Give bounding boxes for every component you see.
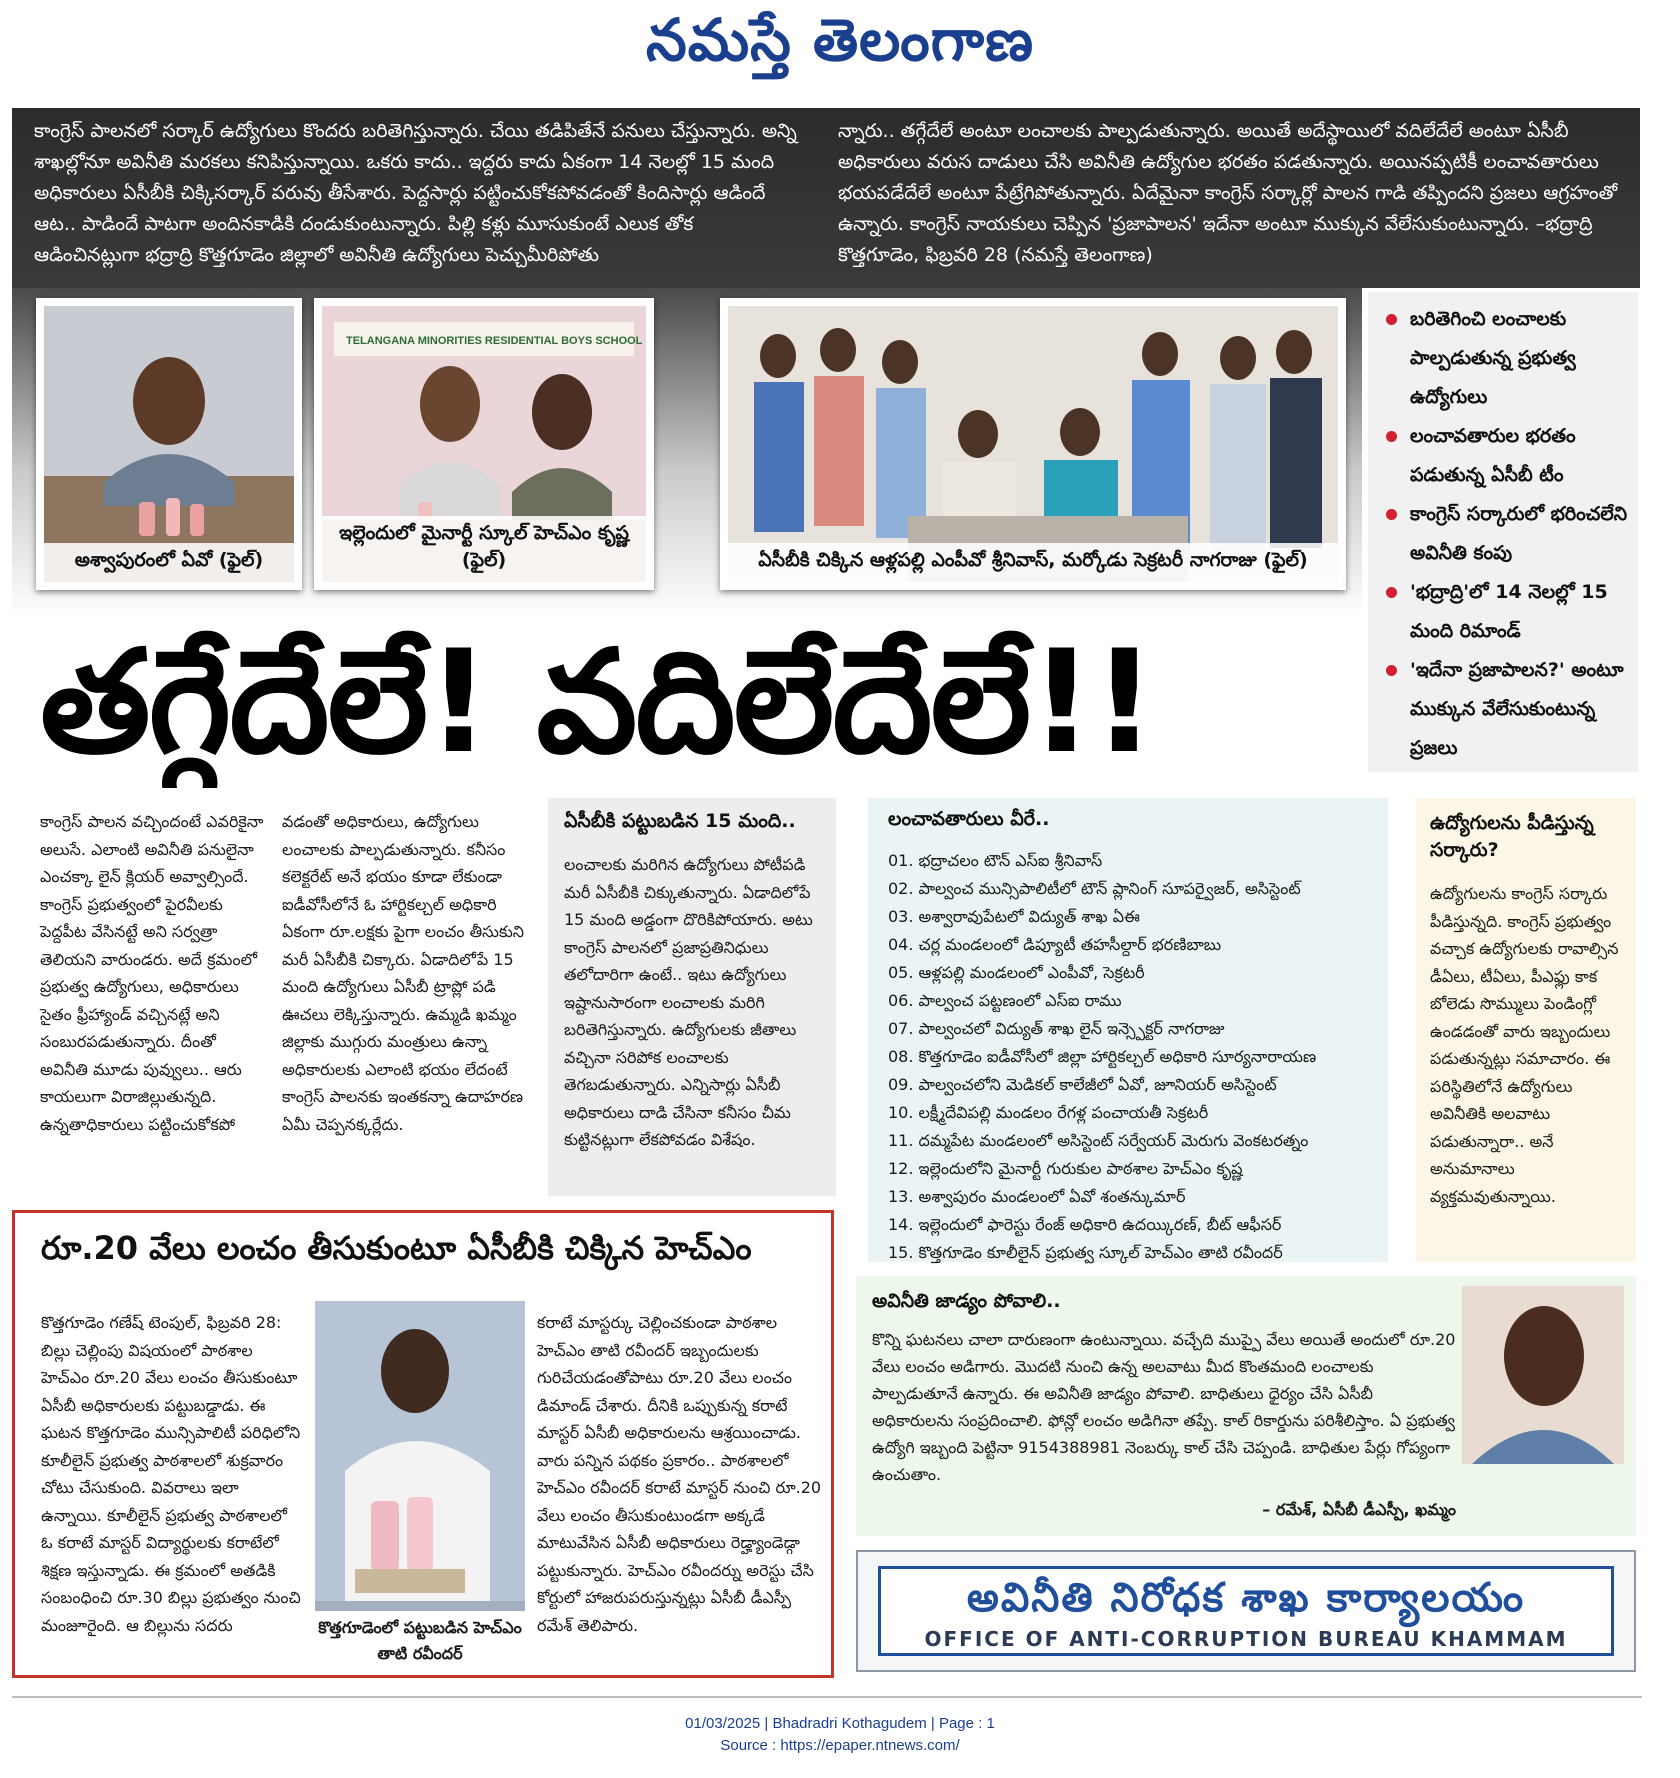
photo-hm-krishna — [314, 298, 654, 590]
list-item: 07. పాల్వంచలో విద్యుత్ శాఖ లైన్ ఇన్స్పెక్టర్ నాగరాజు — [888, 1019, 1225, 1038]
list-item: 09. పాల్వంచలోని మెడికల్ కాలేజీలో ఏవో, జూనియర్ అసిస్టెంట్ — [888, 1075, 1277, 1094]
acb-office-sign — [856, 1550, 1636, 1672]
school-sign-text: TELANGANA MINORITIES RESIDENTIAL BOYS SCHOOL — [346, 335, 643, 347]
footer-source: Source : https://epaper.ntnews.com/ — [720, 1737, 960, 1754]
bribe-officials-list — [868, 798, 1388, 1262]
list-title: లంచావతారులు వీరే.. — [888, 808, 1050, 830]
officer-photo-illustration — [44, 306, 294, 582]
newspaper-logo: నమస్తే తెలంగాణ — [646, 6, 1034, 74]
sign-telugu: అవినీతి నిరోధక శాఖ కార్యాలయం — [966, 1575, 1526, 1621]
photo-caption: ఏసీబీకి చిక్కిన ఆళ్లపల్లి ఎంపీవో శ్రీనివాస్, మర్కోడు సెక్రటరీ నాగరాజు (ఫైల్) — [728, 543, 1338, 582]
hm-photo-illustration — [315, 1301, 525, 1601]
story-photo-caption: కొత్తగూడెంలో పట్టుబడిన హెచ్ఎం తాటి రవీందర్ — [315, 1611, 525, 1671]
footer-date-page: 01/03/2025 | Bhadradri Kothagudem | Page : 1 — [685, 1715, 995, 1732]
story-column-1: కొత్తగూడెం గణేష్ టెంపుల్, ఫిబ్రవరి 28: బిల్లు చెల్లింపు విషయంలో పాఠశాల హెచ్ఎం రూ.20 వేలు లంచం తీసుకుంటూ ఏసీబీ అధికారులకు పట్టుబడ్డాడు. ఈ ఘటన కొత్తగూడెం మున్సిపాలిటీ పరిధిలోని కూలీలైన్ ప్రభుత్వ పాఠశాలలో శుక్రవారం చోటు చేసుకుంది. వివరాలు ఇలా ఉన్నాయి. కూలీలైన్ ప్రభుత్వ పాఠశాలలో ఓ కరాటే మాస్టర్ విద్యార్థులకు కరాటేలో శిక్షణ ఇస్తున్నాడు. ఈ క్రమంలో అతడికి సంబంధించి రూ.30 బిల్లు ప్రభుత్వం నుంచి మంజూరైంది. ఆ బిల్లును సదరు — [41, 1313, 301, 1635]
intro-text-right: న్నారు.. తగ్గేదేలే అంటూ లంచాలకు పాల్పడుతున్నారు. అయితే అదేస్థాయిలో వదిలేదేలే అంటూ ఏసీబీ అధికారులు వరుస దాడులు చేసి అవినీతి ఉద్యోగుల భరతం పడతున్నారు. అయినప్పటికీ లంచావతారులు భయపడేదేలే అంటూ పేట్రేగిపోతున్నారు. ఏదేమైనా కాంగ్రెస్ సర్కార్లో పాలన గాడి తప్పిందని ప్రజలు ఆగ్రహంతో ఉన్నారు. కాంగ్రెస్ నాయకులు చెప్పిన 'ప్రజాపాలన' ఇదేనా అంటూ ముక్కున వేలేసుకుంటున్నారు. –భద్రాద్రి కొత్తగూడెం, ఫిబ్రవరి 28 (నమస్తే తెలంగాణ) — [838, 120, 1618, 266]
hm-bribe-story — [12, 1210, 834, 1678]
highlight-item: 'భద్రాద్రి'లో 14 నెలల్లో 15 మంది రిమాండ్ — [1384, 573, 1628, 651]
list-item: 04. చర్ల మండలంలో డిప్యూటీ తహసీల్దార్ భరణిబాబు — [888, 935, 1222, 954]
masthead — [0, 0, 1680, 100]
story-column-2: కరాటే మాస్టర్కు చెల్లించకుండా పాఠశాల హెచ్ఎం తాటి రవీందర్ ఇబ్బందులకు గురిచేయడంతోపాటు రూ.20 వేలు లంచం డిమాండ్ చేశారు. దీనికి ఒప్పుకున్న కరాటే మాస్టర్ ఏసీబీ అధికారులను ఆశ్రయించాడు. వారు పన్నిన పథకం ప్రకారం.. పాఠశాలలో హెచ్ఎం రవీందర్ కరాటే మాస్టర్ నుంచి రూ.20 వేలు లంచం తీసుకుంటుండగా అక్కడే మాటువేసిన ఏసీబీ అధికారులు రెడ్హ్యాండెడ్గా పట్టుకున్నారు. హెచ్ఎం రవీందర్ను అరెస్టు చేసి కోర్టులో హాజరుపరుస్తున్నట్లు ఏసీబీ డీఎస్పీ రమేశ్ తెలిపారు. — [537, 1313, 822, 1635]
dsp-portrait-illustration — [1462, 1286, 1624, 1464]
sign-english: OFFICE OF ANTI-CORRUPTION BUREAU KHAMMAM — [924, 1627, 1568, 1651]
list-item: 05. ఆళ్లపల్లి మండలంలో ఎంపీవో, సెక్రటరీ — [888, 963, 1145, 982]
photo-caption: అశ్వాపురంలో ఏవో (ఫైల్) — [44, 543, 294, 582]
list-item: 06. పాల్వంచ పట్టణంలో ఎస్ఐ రాము — [888, 991, 1122, 1010]
story-photo — [315, 1301, 525, 1671]
bullet-dot-icon — [1386, 431, 1397, 442]
group-photo-illustration — [728, 306, 1338, 582]
list-item: 12. ఇల్లెందులోని మైనార్టీ గురుకుల పాఠశాల హెచ్ఎం కృష్ణ — [888, 1159, 1243, 1178]
list-item: 11. దమ్మపేట మండలంలో అసిస్టెంట్ సర్వేయర్ మెరుగు వెంకటరత్నం — [888, 1131, 1309, 1150]
employees-harassed-box — [1416, 798, 1636, 1262]
list-item: 03. అశ్వారావుపేటలో విద్యుత్ శాఖ ఏఈ — [888, 907, 1140, 926]
highlight-item: లంచావతారుల భరతం పడుతున్న ఏసీబీ టీం — [1384, 417, 1628, 495]
sign-board — [878, 1566, 1614, 1656]
list-item: 08. కొత్తగూడెం ఐడీవోసీలో జిల్లా హార్టికల్చల్ అధికారి సూర్యనారాయణ — [888, 1047, 1317, 1066]
bullet-dot-icon — [1386, 587, 1397, 598]
footer — [0, 1713, 1680, 1757]
employees-box-body: ఉద్యోగులను కాంగ్రెస్ సర్కారు పీడిస్తున్నది. కాంగ్రెస్ ప్రభుత్వం వచ్చాక ఉద్యోగులకు రావాల్సిన డీఏలు, టీఏలు, పీఎఫ్లు కాక బోలెడు సొమ్ములు పెండింగ్లో ఉండడంతో వారు ఇబ్బందులు పడుతున్నట్లు సమాచారం. ఈ పరిస్థితిలోనే ఉద్యోగులు అవినీతికి అలవాటు పడుతున్నారా.. అనే అనుమానాలు వ్యక్తమవుతున్నాయి. — [1430, 884, 1619, 1206]
acb-caught-box — [548, 798, 836, 1196]
bullet-dot-icon — [1386, 314, 1397, 325]
bullet-dot-icon — [1386, 665, 1397, 676]
list-item: 14. ఇల్లెందులో ఫారెస్టు రేంజ్ అధికారి ఉదయ్కిరణ్, బీట్ ఆఫీసర్ — [888, 1215, 1282, 1234]
acb-box-body: లంచాలకు మరిగిన ఉద్యోగులు పోటీపడి మరీ ఏసీబీకి చిక్కుతున్నారు. ఏడాదిలోపే 15 మంది అడ్డంగా దొరికిపోయారు. అటు కాంగ్రెస్ పాలనలో ప్రజాప్రతినిధులు తలోదారిగా ఉంటే.. ఇటు ఉద్యోగులు ఇష్టానుసారంగా లంచాలకు మరిగి బరితెగిస్తున్నారు. ఉద్యోగులకు జీతాలు వచ్చినా సరిపోక లంచాలకు తెగబడుతున్నారు. ఎన్నిసార్లు ఏసీబీ అధికారులు దాడి చేసినా కనీసం చీమ కుట్టినట్లుగా లేకపోవడం విశేషం. — [564, 855, 813, 1149]
highlight-item: బరితెగించి లంచాలకు పాల్పడుతున్న ప్రభుత్వ ఉద్యోగులు — [1384, 300, 1628, 417]
list-item: 15. కొత్తగూడెం కూలీలైన్ ప్రభుత్వ స్కూల్ హెచ్ఎం తాటి రవీందర్ — [888, 1243, 1283, 1262]
photo-ao-aswapuram — [36, 298, 302, 590]
story-title: రూ.20 వేలు లంచం తీసుకుంటూ ఏసీబీకి చిక్కిన హెచ్ఎం — [41, 1229, 752, 1267]
main-headline: తగ్గేదేలే! వదిలేదేలే!! — [40, 620, 1155, 785]
article-column-2: వడంతో అధికారులు, ఉద్యోగులు లంచాలకు పాల్పడుతున్నారు. కనీసం కలెక్టరేట్ అనే భయం కూడా లేకుండా ఐడీవోసీలోనే ఓ హార్టికల్చల్ అధికారి ఏకంగా రూ.లక్షకు పైగా లంచం తీసుకుని మరీ ఏసీబీకి చిక్కారు. ఏడాదిలోపే 15 మంది ఉద్యోగులు ఏసీబీ ట్రాప్లో పడి ఊచలు లెక్కిస్తున్నారు. ఉమ్మడి ఖమ్మం జిల్లాకు ముగ్గురు మంత్రులు ఉన్నా అధికారులకు ఎలాంటి భయం లేదంటే కాంగ్రెస్ పాలనకు ఇంతకన్నా ఉదాహరణ ఏమీ చెప్పనక్కర్లేదు. — [282, 812, 525, 1134]
footer-divider — [12, 1696, 1642, 1698]
quote-title: అవినీతి జాడ్యం పోవాలి.. — [872, 1290, 1061, 1312]
employees-box-title: ఉద్యోగులను పీడిస్తున్న సర్కారు? — [1430, 812, 1594, 861]
list-item: 01. భద్రాచలం టౌన్ ఎస్ఐ శ్రీనివాస్ — [888, 851, 1103, 870]
highlights-box — [1368, 292, 1638, 772]
highlight-item: 'ఇదేనా ప్రజాపాలన?' అంటూ ముక్కున వేలేసుకుంటున్న ప్రజలు — [1384, 651, 1628, 768]
list-item: 02. పాల్వంచ మున్సిపాలిటీలో టౌన్ ప్లానింగ్ సూపర్వైజర్, అసిస్టెంట్ — [888, 879, 1301, 898]
intro-text-left: కాంగ్రెస్ పాలనలో సర్కార్ ఉద్యోగులు కొందరు బరితెగిస్తున్నారు. చేయి తడిపితేనే పనులు చేస్తున్నారు. అన్ని శాఖల్లోనూ అవినీతి మరకలు కనిపిస్తున్నాయి. ఒకరు కాదు.. ఇద్దరు కాదు ఏకంగా 14 నెలల్లో 15 మంది అధికారులు ఏసీబీకి చిక్కిసర్కార్ పరువు తీసేశారు. పెద్దసార్లు పట్టించుకోకపోవడంతో కిందిసార్లు ఆడిందే ఆట.. పాడిందే పాటగా అందినకాడికి దండుకుంటున్నారు. పిల్లి కళ్లు మూసుకుంటే ఎలుక తోక ఆడించినట్లుగా భద్రాద్రి కొత్తగూడెం జిల్లాలో అవినీతి ఉద్యోగులు పెచ్చుమీరిపోతు — [34, 120, 797, 266]
dsp-portrait — [1462, 1286, 1624, 1464]
photo-caption: ఇల్లెందులో మైనార్టీ స్కూల్ హెచ్ఎం కృష్ణ (ఫైల్) — [322, 516, 646, 582]
photo-mpo-secretary-group — [720, 298, 1346, 590]
list-item: 10. లక్ష్మీదేవిపల్లి మండలం రేగళ్ల పంచాయతీ సెక్రటరీ — [888, 1103, 1209, 1122]
article-column-1: కాంగ్రెస్ పాలన వచ్చిందంటే ఎవరికైనా అలుసే. ఎలాంటి అవినీతి పనులైనా ఎంచక్కా లైన్ క్లియర్ అవ్వాల్సిందే. కాంగ్రెస్ ప్రభుత్వంలో పైరవీలకు పెద్దపీట వేసినట్టే అని సర్వత్రా తెలియని వారుండరు. అదే క్రమంలో ప్రభుత్వ ఉద్యోగులు, అధికారులు సైతం ఫ్రీహ్యాండ్ వచ్చినట్లే అని సంబురపడుతున్నారు. దీంతో అవినీతి మూడు పువ్వులు.. ఆరు కాయలుగా విరాజిల్లుతున్నది. ఉన్నతాధికారులు పట్టించుకోకపో — [40, 812, 264, 1134]
acb-box-title: ఏసీబీకి పట్టుబడిన 15 మంది.. — [564, 810, 796, 832]
list-item: 13. అశ్వాపురం మండలంలో ఏవో శంతన్కుమార్ — [888, 1187, 1186, 1206]
quote-author: – రమేశ్, ఏసీబీ డీఎస్పీ, ఖమ్మం — [1262, 1500, 1456, 1519]
highlight-item: కాంగ్రెస్ సర్కారులో భరించలేని అవినీతి కంపు — [1384, 495, 1628, 573]
bullet-dot-icon — [1386, 509, 1397, 520]
quote-body: కొన్ని ఘటనలు చాలా దారుణంగా ఉంటున్నాయి. వచ్చేది ముప్పై వేలు అయితే అందులో రూ.20 వేలు లంచం అడిగారు. మొదటి నుంచి ఉన్న అలవాటు మీద కొంతమంది లంచాలకు పాల్పడుతూనే ఉన్నారు. ఈ అవినీతి జాడ్యం పోవాలి. బాధితులు ధైర్యం చేసి ఏసీబీ అధికారులను సంప్రదించాలి. ఫోన్లో లంచం అడిగినా తప్పే. కాల్ రికార్డును పరిశీలిస్తాం. ఏ ప్రభుత్వ ఉద్యోగి ఇబ్బంది పెట్టినా 9154388981 నెంబర్కు కాల్ చేసి చెప్పండి. బాధితుల పేర్లు గోప్యంగా ఉంచుతాం. — [872, 1330, 1456, 1484]
